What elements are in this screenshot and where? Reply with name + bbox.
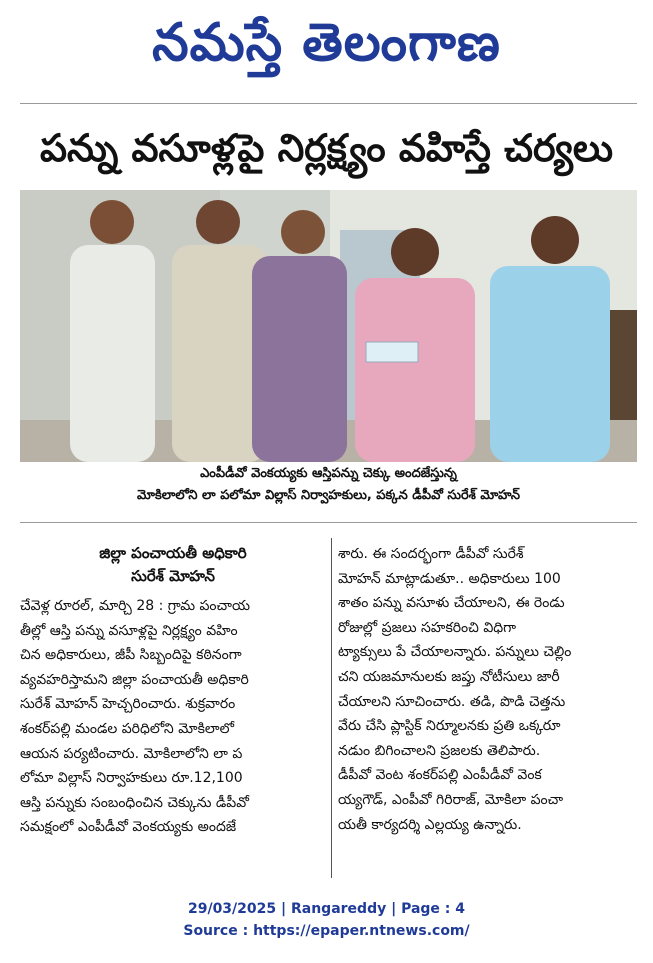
body-line: వేరు చేసి ప్లాస్టిక్ నిర్మూలనకు ప్రతి ఒక్కరూ (338, 718, 561, 735)
body-line: చేయాలని సూచించారు. తడి, పొడి చెత్తను (338, 693, 566, 710)
body-line: చేవెళ్ల రూరల్, మార్చి 28 : గ్రామ పంచాయ (20, 598, 250, 614)
body-line: ఆస్తి పన్నుకు సంబంధించిన చెక్కును డీపీవో (20, 794, 249, 811)
masthead (0, 8, 653, 78)
body-line: నడుం బిగించాలని ప్రజలకు తెలిపారు. (338, 742, 541, 759)
body-line: సురేశ్ మోహన్ హెచ్చరించారు. శుక్రవారం (20, 696, 236, 713)
caption-line-1: ఎంపీడీవో వెంకయ్యకు ఆస్తిపన్ను చెక్కు అందజేస్తున్న (200, 466, 457, 481)
masthead-title: నమస్తే తెలంగాణ (152, 12, 501, 73)
body-line: చని యజమానులకు జప్తు నోటీసులు జారీ (338, 668, 560, 685)
body-line: శాతం పన్ను వసూళు చేయాలని, ఈ రెండు (338, 595, 565, 612)
body-line: డీపీవో వెంట శంకర్‌పల్లి ఎంపీడీవో వెంక (338, 767, 542, 784)
body-line: లోమా విల్లాస్ నిర్వాహకులు రూ.12,100 (20, 770, 243, 787)
column-divider (331, 538, 332, 878)
subhead-line-2: సురేశ్ మోహన్ (131, 567, 215, 585)
caption-line-2: మోకిలాలోని లా పలోమా విల్లాస్ నిర్వాహకులు, పక్కన డీపీవో సురేశ్ మోహన్ (136, 488, 521, 503)
body-line: రోజుల్లో ప్రజలు సహకరించి విధిగా (338, 619, 517, 636)
body-line: శంకర్‌పల్లి మండల పరిధిలోని మోకిలాలో (20, 720, 234, 737)
photo-caption (20, 463, 637, 523)
footer-source-link[interactable]: Source : https://epaper.ntnews.com/ (183, 923, 470, 939)
subhead-line-1: జిల్లా పంచాయతీ అధికారి (99, 544, 247, 562)
body-line: వ్యవహరిస్తామని జిల్లా పంచాయతీ అధికారి (20, 671, 249, 688)
body-line: చిన అధికారులు, జీపీ సిబ్బందిపై కఠినంగా (20, 647, 242, 664)
masthead-divider (20, 103, 637, 104)
article-right-column (338, 542, 638, 837)
body-line: తీల్లో ఆస్తి పన్ను వసూళ్లపై నిర్లక్ష్యం వహిం (20, 622, 238, 639)
body-line: శారు. ఈ సందర్భంగా డీపీవో సురేశ్ (338, 546, 524, 562)
news-photo (20, 190, 637, 462)
body-line: సమక్షంలో ఎంపీడీవో వెంకయ్యకు అందజే (20, 819, 237, 836)
page-footer (0, 898, 653, 942)
footer-date-line: 29/03/2025 | Rangareddy | Page : 4 (187, 901, 466, 917)
article-left-column (20, 542, 326, 840)
body-line: ట్యాక్సులు పే చేయాలన్నారు. పన్నులు చెల్లిం (338, 644, 572, 661)
photo-illustration (20, 190, 637, 462)
caption-divider (20, 522, 637, 523)
headline: పన్ను వసూళ్లపై నిర్లక్ష్యం వహిస్తే చర్యలు (39, 126, 614, 170)
body-line: యతీ కార్యదర్శి ఎల్లయ్య ఉన్నారు. (338, 816, 522, 833)
body-line: మోహన్ మాట్లాడుతూ.. అధికారులు 100 (338, 570, 561, 587)
body-line: య్యగౌడ్, ఎంపీవో గిరిరాజ్, మోకిలా పంచా (338, 791, 564, 808)
body-line: ఆయన పర్యటించారు. మోకిలాలోని లా ప (20, 745, 243, 762)
